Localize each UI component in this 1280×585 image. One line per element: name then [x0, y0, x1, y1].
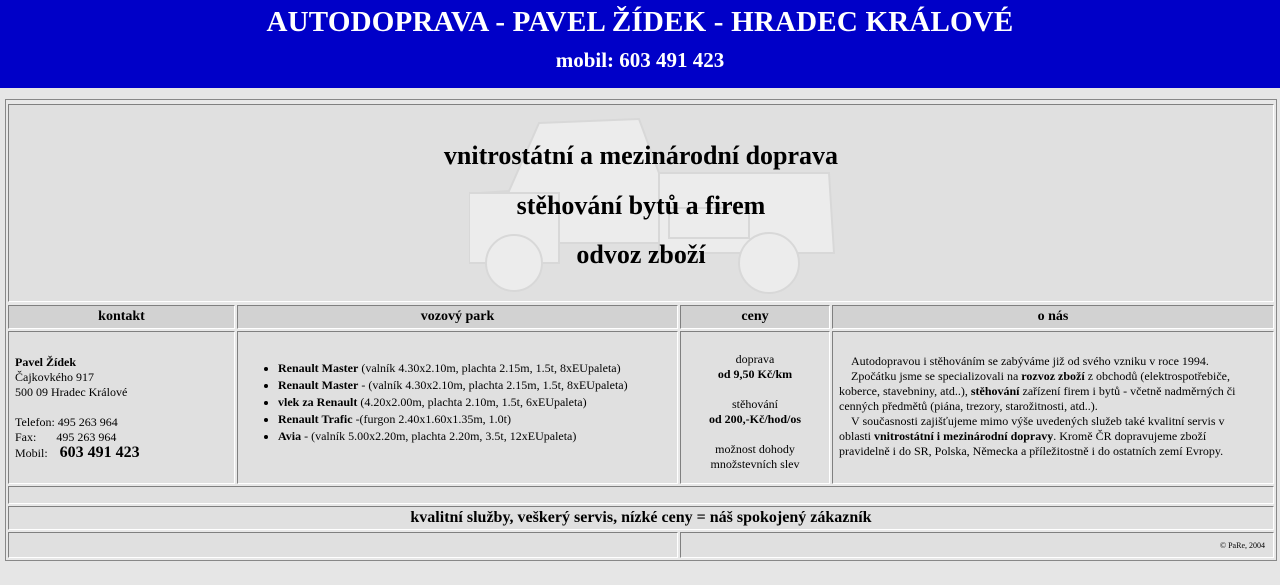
contact-telefon: Telefon: 495 263 964	[15, 415, 118, 429]
about-text: V současnosti zajišťujeme mimo výše uvedených služeb také kvalitní servis v oblasti	[839, 414, 1225, 443]
spacer-row	[8, 486, 1274, 504]
vehicle-detail: - (valník 4.30x2.10m, plachta 2.15m, 1.5t, 8xEUpaleta)	[358, 378, 628, 392]
column-header-o-nas	[832, 305, 1274, 329]
column-header-label: ceny	[741, 309, 769, 324]
vehicle-detail: (valník 4.30x2.10m, plachta 2.15m, 1.5t, 8xEUpaleta)	[358, 361, 621, 375]
hero-line-stehovani: stěhování bytů a firem	[516, 191, 766, 220]
column-header-label: kontakt	[98, 309, 145, 324]
vehicle-name: Renault Trafic	[278, 412, 353, 426]
about-strong: stěhování	[970, 384, 1020, 398]
column-header-vozovy-park	[237, 305, 678, 329]
price-doprava-value: od 9,50 Kč/km	[717, 367, 793, 381]
motto-row	[8, 506, 1274, 530]
about-text: z obchodů (elektrospotřebiče, koberce, stavebniny, atd..),	[839, 369, 1230, 398]
vehicle-name: vlek za Renault	[278, 395, 358, 409]
site-header	[0, 0, 1280, 88]
column-header-label: vozový park	[420, 309, 495, 324]
price-note-2: množstevních slev	[710, 457, 800, 471]
about-strong: vnitrostátní i mezinárodní dopravy	[874, 429, 1054, 443]
contact-fax	[15, 430, 234, 445]
about-text: zařízení firem i bytů - včetně nadměrných či cenných předmětů (piána, trezory, starožitnosti, atd..).	[839, 384, 1236, 413]
vehicle-detail: -(furgon 2.40x1.60x1.35m, 1.0t)	[352, 412, 511, 426]
vehicle-name: Avia	[278, 429, 302, 443]
list-item	[278, 394, 677, 411]
vehicle-name: Renault Master	[278, 361, 359, 375]
about-paragraph-3	[839, 414, 1249, 459]
list-item	[278, 411, 677, 428]
about-paragraph-2	[839, 369, 1249, 414]
vehicle-name: Renault Master	[278, 378, 359, 392]
contact-name: Pavel Žídek	[15, 355, 77, 369]
price-doprava-label: doprava	[735, 352, 775, 366]
main-table	[5, 99, 1277, 561]
fax-number: 495 263 964	[56, 430, 117, 444]
fleet-panel	[237, 331, 678, 484]
price-stehovani-value: od 200,-Kč/hod/os	[708, 412, 801, 426]
list-item	[278, 377, 677, 394]
column-header-ceny	[680, 305, 830, 329]
motto-text: kvalitní služby, veškerý servis, nízké ceny = náš spokojený zákazník	[410, 509, 872, 526]
copyright-text: © PaRe, 2004	[1220, 541, 1265, 550]
fax-label: Fax:	[15, 430, 37, 444]
fleet-list	[238, 360, 677, 445]
contact-panel	[8, 331, 235, 484]
price-note-1: možnost dohody	[715, 442, 795, 456]
about-text: . Kromě ČR dopravujeme zboží pravidelně i do SR, Polska, Německa a příležitostně i do ostatních zemí Evropy.	[839, 429, 1224, 458]
footer-left-cell	[8, 532, 678, 558]
about-panel	[832, 331, 1274, 484]
column-header-kontakt	[8, 305, 235, 329]
footer-right-cell	[680, 532, 1274, 558]
header-mobile-number: mobil: 603 491 423	[555, 48, 725, 72]
hero-line-odvoz: odvoz zboží	[576, 240, 706, 269]
contact-city: 500 09 Hradec Králové	[15, 385, 128, 399]
price-stehovani-label: stěhování	[732, 397, 778, 411]
hero-line-doprava: vnitrostátní a mezinárodní doprava	[443, 141, 839, 170]
prices-panel	[680, 331, 830, 484]
contact-mobil	[15, 445, 234, 461]
vehicle-detail: - (valník 5.00x2.20m, plachta 2.20m, 3.5t, 12xEUpaleta)	[301, 429, 577, 443]
hero-banner	[8, 104, 1274, 302]
mobil-label: Mobil:	[15, 446, 48, 460]
site-title: AUTODOPRAVA - PAVEL ŽÍDEK - HRADEC KRÁLOVÉ	[266, 6, 1014, 38]
mobil-number: 603 491 423	[59, 444, 140, 461]
list-item	[278, 428, 677, 445]
column-header-label: o nás	[1037, 309, 1069, 324]
about-paragraph-1: Autodopravou i stěhováním se zabýváme již od svého vzniku v roce 1994.	[851, 354, 1209, 368]
contact-street: Čajkovkého 917	[15, 370, 94, 384]
vehicle-detail: (4.20x2.00m, plachta 2.10m, 1.5t, 6xEUpaleta)	[357, 395, 587, 409]
list-item	[278, 360, 677, 377]
about-text: Zpočátku jsme se specializovali na	[851, 369, 1022, 383]
about-strong: rozvoz zboží	[1021, 369, 1085, 383]
